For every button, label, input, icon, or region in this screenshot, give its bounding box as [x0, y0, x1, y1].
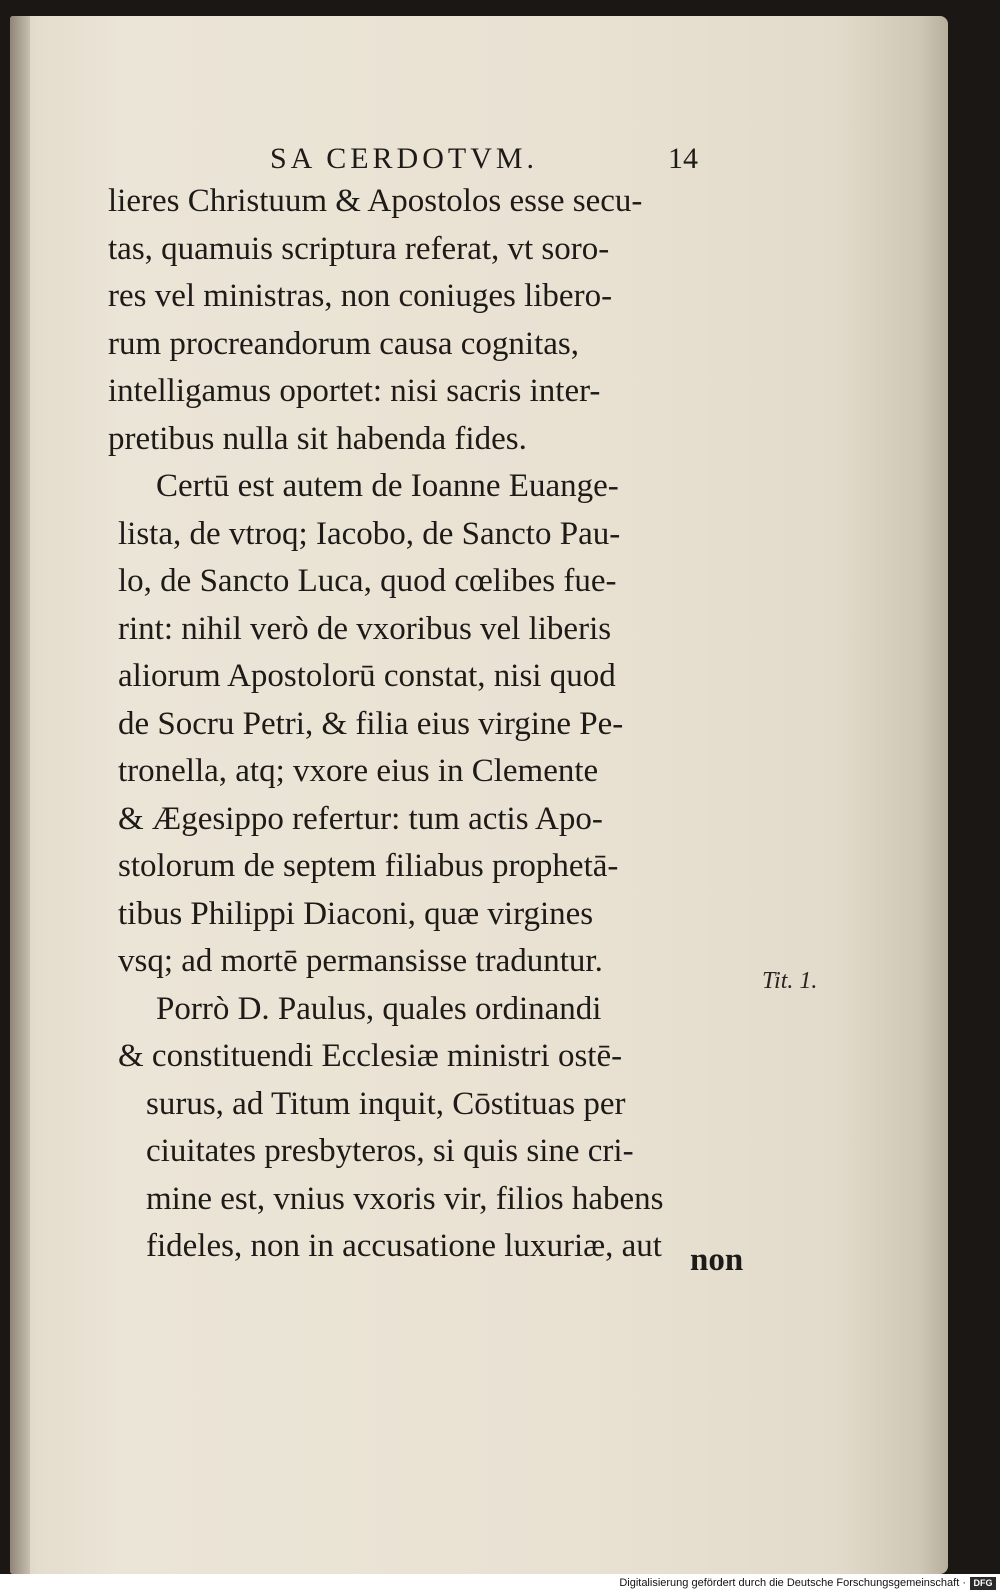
running-head: SA CERDOTVM. [270, 142, 539, 175]
text-line: tibus Philippi Diaconi, quæ virgines [118, 895, 594, 932]
text-line: rint: nihil verò de vxoribus vel liberis [118, 610, 612, 647]
text-line: stolorum de septem filiabus prophetā- [118, 848, 619, 884]
book-page [10, 16, 948, 1574]
text-line: pretibus nulla sit habenda fides. [108, 420, 527, 457]
text-line: Porrò D. Paulus, quales ordinandi [156, 990, 602, 1027]
text-line: surus, ad Titum inquit, Cōstituas per [146, 1085, 626, 1122]
text-line: res vel ministras, non coniuges libero- [108, 278, 613, 314]
footer-credit: Digitalisierung gefördert durch die Deutsche Forschungsgemeinschaft · [619, 1577, 966, 1589]
text-line: Certū est autem de Ioanne Euange- [156, 468, 619, 504]
text-line: lieres Christuum & Apostolos esse secu- [108, 183, 643, 219]
text-line: lo, de Sancto Luca, quod cœlibes fue- [118, 563, 617, 599]
marginal-note: Tit. 1. [762, 968, 818, 994]
text-line: & Ægesippo refertur: tum actis Apo- [118, 800, 603, 837]
body-text [108, 178, 768, 1271]
text-line: ciuitates presbyteros, si quis sine cri- [146, 1133, 634, 1169]
page-number: 14 [668, 142, 698, 175]
text-line: & constituendi Ecclesiæ ministri ostē- [118, 1038, 623, 1074]
dfg-logo-icon: DFG [970, 1577, 996, 1590]
text-line: fideles, non in accusatione luxuriæ, aut [146, 1228, 662, 1264]
catchword: non [690, 1242, 744, 1278]
text-line: de Socru Petri, & filia eius virgine Pe- [118, 705, 624, 742]
text-line: aliorum Apostolorū constat, nisi quod [118, 658, 616, 694]
text-line: lista, de vtroq; Iacobo, de Sancto Pau- [118, 515, 621, 552]
page-header [108, 126, 768, 176]
text-line: vsq; ad mortē permansisse traduntur. [118, 943, 603, 979]
text-line: tas, quamuis scriptura referat, vt soro- [108, 230, 610, 267]
page-gutter [10, 16, 30, 1574]
text-line: mine est, vnius vxoris vir, filios habens [146, 1180, 664, 1217]
text-line: tronella, atq; vxore eius in Clemente [118, 753, 599, 789]
text-line: rum procreandorum causa cognitas, [108, 325, 579, 362]
text-line: intelligamus oportet: nisi sacris inter- [108, 373, 601, 409]
digitization-footer [0, 1574, 1000, 1594]
